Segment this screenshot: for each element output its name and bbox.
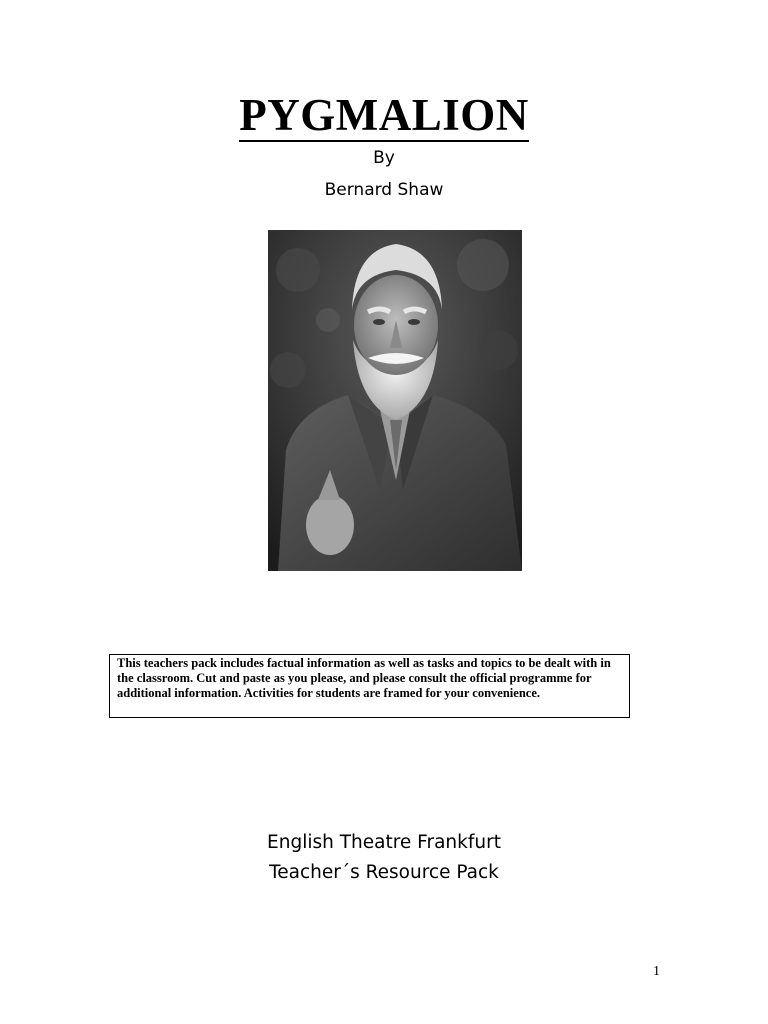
document-title xyxy=(0,88,768,142)
by-label: By xyxy=(373,148,395,168)
author-portrait xyxy=(268,230,522,571)
document-title-text: PYGMALION xyxy=(239,90,529,140)
page-number: 1 xyxy=(653,964,660,979)
pack-title: Teacher´s Resource Pack xyxy=(269,862,499,883)
teachers-pack-notice: This teachers pack includes factual information as well as tasks and topics to be dealt with in the classroom. Cut and paste as you please, and please consult the official programme for additional information. Activities for students are framed for your convenience. xyxy=(109,654,630,718)
author-name: Bernard Shaw xyxy=(324,180,444,200)
organisation-name: English Theatre Frankfurt xyxy=(267,832,501,853)
